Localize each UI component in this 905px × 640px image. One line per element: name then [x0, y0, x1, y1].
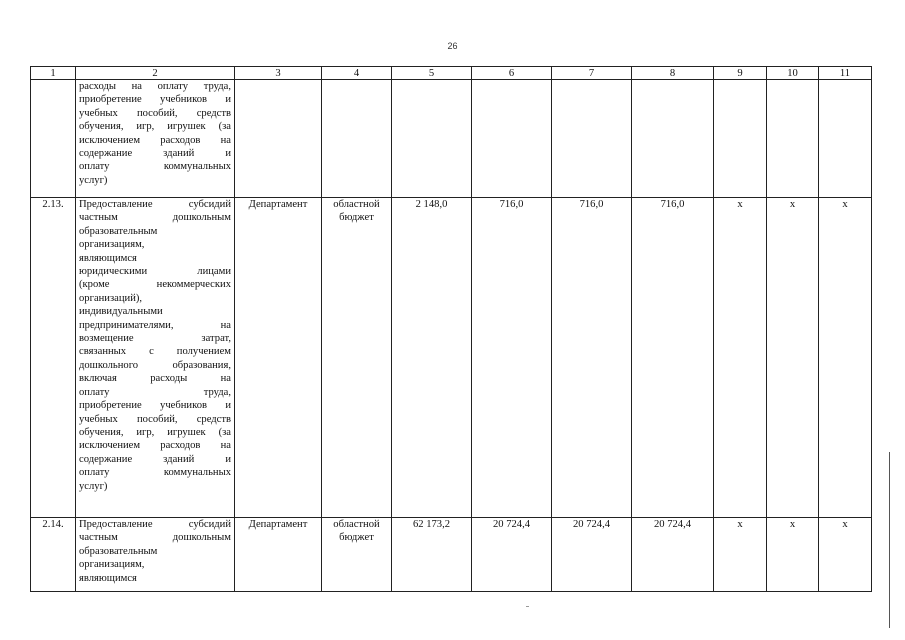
- col-num-7: 7: [552, 67, 632, 80]
- col-num-3: 3: [235, 67, 322, 80]
- scan-speck: [526, 606, 529, 607]
- year-1-amount: 20 724,4: [472, 518, 552, 592]
- col-10-value: х: [767, 518, 819, 592]
- row-description: Предоставление субсидий частным дошкольным образовательным организациям, являющимся юридическими лицами (кроме некоммерческих организаций), индивидуальными предпринимателями, на возмещение затрат, связанных с получением дошкольного образования, включая расходы на оплату труда, приобретение учебников и учебных пособий, средств обучения, игр, игрушек (за исключением расходов на содержание зданий и оплату коммунальных услуг): [76, 198, 235, 518]
- total-amount: 62 173,2: [392, 518, 472, 592]
- funding-source: областной бюджет: [322, 198, 392, 518]
- col-9-value: х: [714, 198, 767, 518]
- col-11-value: х: [819, 198, 872, 518]
- table-row: [31, 80, 872, 198]
- total-amount: 2 148,0: [392, 198, 472, 518]
- year-1-amount: 716,0: [472, 198, 552, 518]
- scan-edge-line: [889, 452, 890, 628]
- col-9-value: х: [714, 518, 767, 592]
- executor: Департамент: [235, 198, 322, 518]
- row-description: Предоставление субсидий частным дошкольным образовательным организациям, являющимся: [76, 518, 235, 592]
- col-num-9: 9: [714, 67, 767, 80]
- col-11-value: х: [819, 518, 872, 592]
- col-num-11: 11: [819, 67, 872, 80]
- col-num-4: 4: [322, 67, 392, 80]
- funding-source: областной бюджет: [322, 518, 392, 592]
- col-num-5: 5: [392, 67, 472, 80]
- col-num-6: 6: [472, 67, 552, 80]
- executor: Департамент: [235, 518, 322, 592]
- row-number: 2.13.: [31, 198, 76, 518]
- table-row: [31, 518, 872, 592]
- year-2-amount: 20 724,4: [552, 518, 632, 592]
- program-table: [30, 66, 872, 592]
- page-number: 26: [447, 41, 458, 51]
- year-3-amount: 20 724,4: [632, 518, 714, 592]
- col-num-10: 10: [767, 67, 819, 80]
- col-num-8: 8: [632, 67, 714, 80]
- col-10-value: х: [767, 198, 819, 518]
- table-row: [31, 198, 872, 518]
- column-number-row: [31, 67, 872, 80]
- continuation-description: расходы на оплату труда, приобретение учебников и учебных пособий, средств обучения, игр, игрушек (за исключением расходов на содержание зданий и оплату коммунальных услуг): [76, 80, 235, 198]
- year-2-amount: 716,0: [552, 198, 632, 518]
- year-3-amount: 716,0: [632, 198, 714, 518]
- row-number: 2.14.: [31, 518, 76, 592]
- col-num-1: 1: [31, 67, 76, 80]
- col-num-2: 2: [76, 67, 235, 80]
